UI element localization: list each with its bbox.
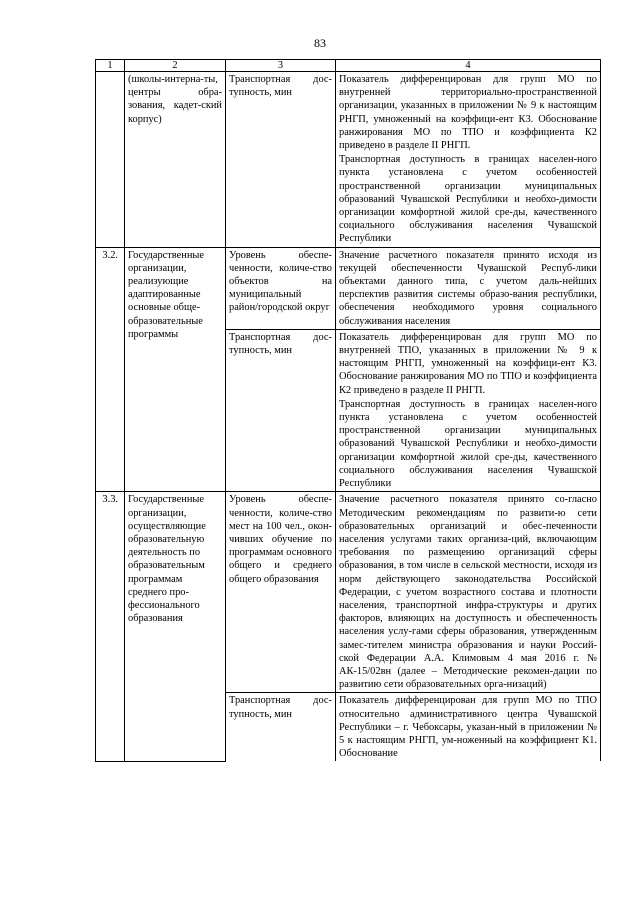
- justification-cell: [336, 492, 601, 693]
- indicator-name: Транспортная дос-тупность, мин: [226, 693, 336, 762]
- justification-cell: [336, 72, 601, 248]
- justification-cell: [336, 693, 601, 762]
- row-number: 3.2.: [96, 247, 125, 492]
- table-row: [96, 492, 601, 693]
- table-header-row: [96, 60, 601, 72]
- indicator-name: Транспортная дос-тупность, мин: [226, 329, 336, 491]
- indicator-name: Уровень обеспе-ченности, количе-ство мест на 100 чел., окон-чивших обучение по программам основного общего и среднего общего образования: [226, 492, 336, 693]
- table-row: [96, 72, 601, 248]
- indicator-name: Уровень обеспе-ченности, количе-ство объектов на муниципальный район/городской округ: [226, 247, 336, 329]
- norms-table: [95, 59, 601, 762]
- justification-text: Значение расчетного показателя принято исходя из текущей обеспеченности Чувашской Респуб-лики объектами данного типа, с учетом даль-нейших перспектив развития системы образо-вания республики, обеспечения необходимого уровня социального обслуживания населения: [339, 249, 597, 327]
- organization-type: Государственные организации, реализующие адаптированные основные обще-образовательные программы: [125, 247, 226, 492]
- justification-text: Транспортная доступность в границах населен-ного пункта установлена с учетом особенностей пространственной организации муниципальных образований Чувашской Республики и необхо-димости организации комфортной жилой сре-ды, качественного социального обслуживания населения Чувашской Республики: [339, 154, 597, 245]
- justification-cell: [336, 329, 601, 491]
- row-number: 3.3.: [96, 492, 125, 762]
- organization-type: Государственные организации, осуществляющие образовательную деятельность по образовательным программам среднего про-фессионального образования: [125, 492, 226, 762]
- header-cell: 4: [336, 60, 601, 72]
- table-row: [96, 247, 601, 329]
- justification-text: Показатель дифференцирован для групп МО по ТПО относительно административного центра Чувашской Республики – г. Чебоксары, указан-ный в приложении № 5 к настоящим РНГП, ум-ноженный на коэффициент К1. Обоснование: [339, 695, 597, 760]
- page-number: 83: [314, 36, 326, 50]
- organization-type: (школы-интерна-ты, центры обра-зования, кадет-ский корпус): [125, 72, 226, 248]
- justification-text: Показатель дифференцирован для групп МО по внутренней территориально-пространственной организации, указанных в приложении № 9 к настоящим РНГП, умноженный на коэффици-ент К3. Обоснование ранжирования МО по ТПО и коэффициента К2 приведено в разделе II РНГП.: [339, 74, 597, 152]
- justification-text: Транспортная доступность в границах населен-ного пункта установлена с учетом особенностей пространственной организации муниципальных образований Чувашской Республики и необхо-димости организации комфортной жилой сре-ды, качественного социального обслуживания населения Чувашской Республики: [339, 398, 597, 490]
- row-number: [96, 72, 125, 248]
- header-cell: 3: [226, 60, 336, 72]
- header-cell: 1: [96, 60, 125, 72]
- justification-cell: [336, 247, 601, 329]
- justification-text: Значение расчетного показателя принято со-гласно Методическим рекомендациям по развити-ю сети образовательных организаций и обес-печенности населения услугами таких организа-ций, включающим требования по размещению организаций сферы образования, в том числе в сельской местности, исходя из норм действующего законодательства Российской Федерации, с учетом возрастного состава и плотности населения, транспортной инфра-структуры и других факторов, влияющих на доступность и обеспеченность населения услу-гами сферы образования, утвержденным замес-тителем министра образования и науки Россий-ской Федерации А.А. Климовым 4 мая 2016 г. № АК-15/02вн (далее – Методические рекомен-дации по развитию сети образовательных орга-низаций): [339, 494, 597, 691]
- header-cell: 2: [125, 60, 226, 72]
- justification-text: Показатель дифференцирован для групп МО по внутренней ТПО, указанных в приложении № 9 к настоящим РНГП, умноженный на коэффици-ент К3. Обоснование ранжирования МО по ТПО и коэффициента К2 приведено в разделе II РНГП.: [339, 331, 597, 396]
- indicator-name: Транспортная дос-тупность, мин: [226, 72, 336, 248]
